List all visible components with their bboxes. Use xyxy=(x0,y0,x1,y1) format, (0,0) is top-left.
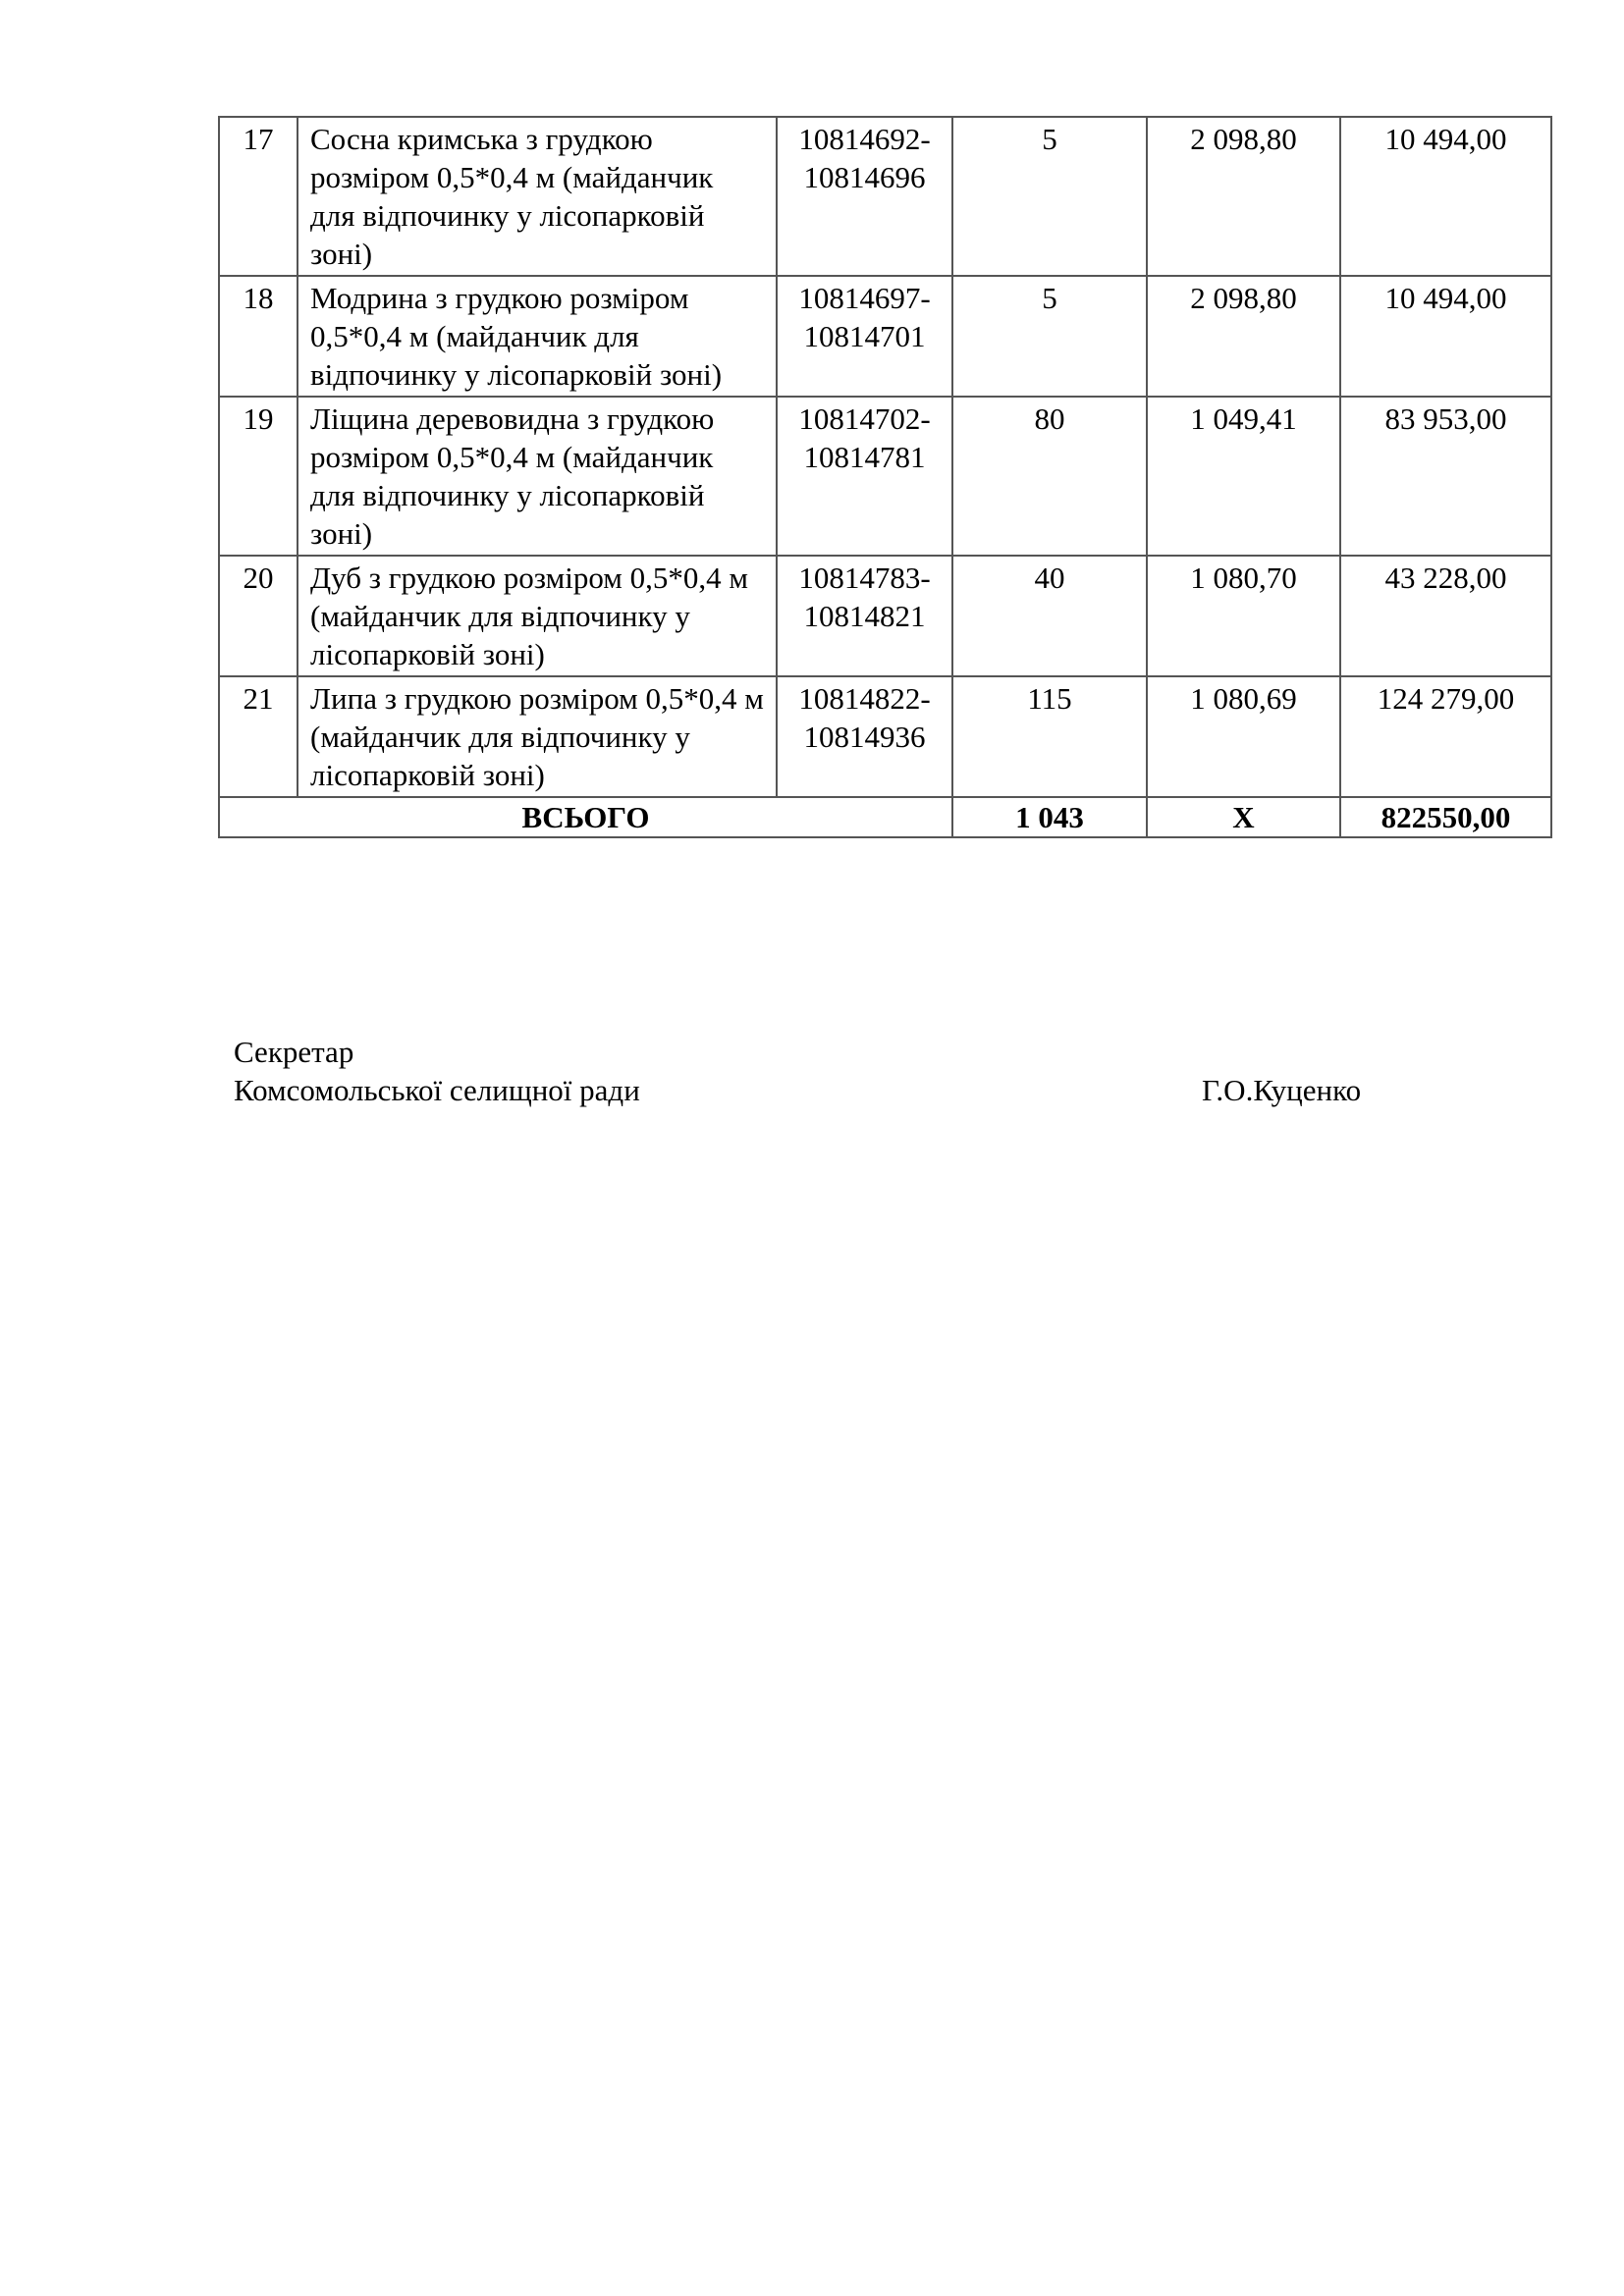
price-cell: 1 080,70 xyxy=(1147,556,1340,676)
item-name: Липа з грудкою розміром 0,5*0,4 м (майданчик для відпочинку у лісопарковій зоні) xyxy=(298,676,777,797)
sum-cell: 10 494,00 xyxy=(1340,276,1551,397)
signatory-position xyxy=(234,1033,640,1109)
total-label: ВСЬОГО xyxy=(219,797,952,837)
table-row xyxy=(219,676,1551,797)
position-title: Секретар xyxy=(234,1035,354,1069)
item-name: Сосна кримська з грудкою розміром 0,5*0,4 м (майданчик для відпочинку у лісопарковій зоні) xyxy=(298,117,777,276)
table-row xyxy=(219,556,1551,676)
price-cell: 1 049,41 xyxy=(1147,397,1340,556)
inventory-range: 10814702-10814781 xyxy=(777,397,952,556)
total-row xyxy=(219,797,1551,837)
item-name: Модрина з грудкою розміром 0,5*0,4 м (майданчик для відпочинку у лісопарковій зоні) xyxy=(298,276,777,397)
total-price: Х xyxy=(1147,797,1340,837)
inventory-range: 10814783-10814821 xyxy=(777,556,952,676)
item-name: Ліщина деревовидна з грудкою розміром 0,5*0,4 м (майданчик для відпочинку у лісопарковій зоні) xyxy=(298,397,777,556)
table-row xyxy=(219,117,1551,276)
row-number: 20 xyxy=(219,556,298,676)
inventory-table xyxy=(218,116,1552,838)
inventory-range: 10814822-10814936 xyxy=(777,676,952,797)
row-number: 19 xyxy=(219,397,298,556)
quantity-cell: 80 xyxy=(952,397,1147,556)
row-number: 18 xyxy=(219,276,298,397)
sum-cell: 83 953,00 xyxy=(1340,397,1551,556)
row-number: 17 xyxy=(219,117,298,276)
inventory-range: 10814692-10814696 xyxy=(777,117,952,276)
sum-cell: 43 228,00 xyxy=(1340,556,1551,676)
quantity-cell: 115 xyxy=(952,676,1147,797)
quantity-cell: 40 xyxy=(952,556,1147,676)
sum-cell: 10 494,00 xyxy=(1340,117,1551,276)
quantity-cell: 5 xyxy=(952,117,1147,276)
sum-cell: 124 279,00 xyxy=(1340,676,1551,797)
price-cell: 1 080,69 xyxy=(1147,676,1340,797)
total-quantity: 1 043 xyxy=(952,797,1147,837)
item-name: Дуб з грудкою розміром 0,5*0,4 м (майданчик для відпочинку у лісопарковій зоні) xyxy=(298,556,777,676)
table-row xyxy=(219,397,1551,556)
total-sum: 822550,00 xyxy=(1340,797,1551,837)
table-row xyxy=(219,276,1551,397)
council-name: Комсомольської селищної ради xyxy=(234,1073,640,1107)
quantity-cell: 5 xyxy=(952,276,1147,397)
price-cell: 2 098,80 xyxy=(1147,117,1340,276)
row-number: 21 xyxy=(219,676,298,797)
price-cell: 2 098,80 xyxy=(1147,276,1340,397)
signatory-name: Г.О.Куценко xyxy=(1202,1073,1362,1107)
inventory-range: 10814697-10814701 xyxy=(777,276,952,397)
